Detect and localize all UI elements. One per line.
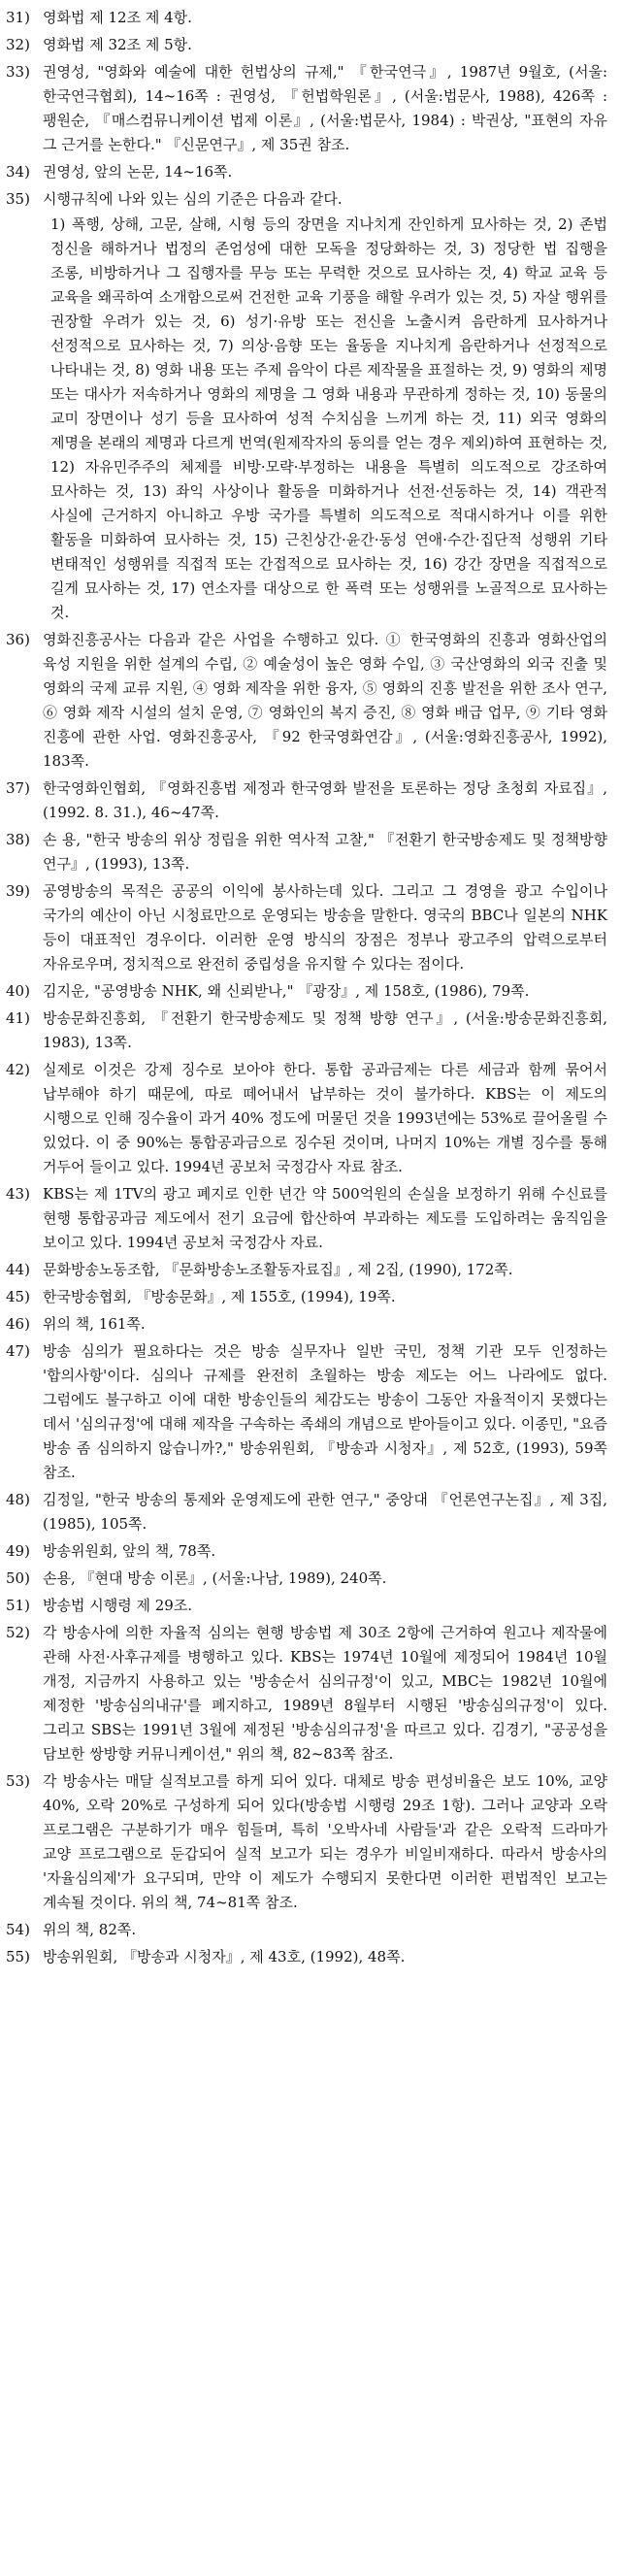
footnote-number: 48) (6, 1491, 30, 1508)
footnote-number: 33) (6, 63, 30, 81)
footnote-number: 51) (6, 1597, 30, 1614)
footnote (6, 628, 607, 774)
footnote-text-block (43, 776, 607, 825)
footnote-number: 49) (6, 1542, 30, 1560)
footnote (6, 1007, 607, 1055)
footnote-text-block (43, 1918, 607, 1942)
footnote-text-block (43, 1258, 607, 1282)
footnote-number: 36) (6, 631, 30, 648)
footnote-text-block (43, 879, 607, 976)
footnote (6, 6, 607, 30)
footnote (6, 1594, 607, 1618)
footnote (6, 979, 607, 1004)
footnote-text-block (43, 60, 607, 157)
footnote-text-block (43, 187, 607, 625)
footnote-text-block (43, 828, 607, 876)
footnote-number: 50) (6, 1569, 30, 1587)
footnote-number: 53) (6, 1772, 30, 1790)
footnote-number: 35) (6, 190, 30, 208)
footnote (6, 1182, 607, 1255)
footnote-text: 방송법 시행령 제 29조. (43, 1597, 193, 1614)
footnote-number: 46) (6, 1315, 30, 1333)
footnote-number: 55) (6, 1948, 30, 1965)
footnote (6, 1488, 607, 1536)
footnote-text-block (43, 1007, 607, 1055)
footnote-text-block (43, 628, 607, 774)
footnote-text: 영화진흥공사는 다음과 같은 사업을 수행하고 있다. ① 한국영화의 진흥과 영화산업의 육성 지원을 위한 설계의 수립, ② 예술성이 높은 영화 수입, ③ 국산영화의 외국 진출 및 영화의 국제 교류 지원, ④ 영화 제작을 위한 융자, ⑤ 영화의 진흥 발전을 위한 조사 연구, ⑥ 영화 제작 시설의 설치 운영, ⑦ 영화인의 복지 증진, ⑧ 영화 배급 업무, ⑨ 기타 영화 진흥에 관한 사업. 영화진흥공사, 『92 한국영화연감』, (서울:영화진흥공사, 1992), 183쪽. (43, 631, 607, 770)
footnote (6, 1258, 607, 1282)
footnote-number: 37) (6, 779, 30, 797)
footnote-number: 41) (6, 1009, 30, 1027)
footnote-text-block (43, 1339, 607, 1485)
footnote-text: 손 용, "한국 방송의 위상 정립을 위한 역사적 고찰," 『전환기 한국방송제도 및 정책방향 연구』, (1993), 13쪽. (43, 831, 607, 873)
footnote (6, 1918, 607, 1942)
footnote-text: 손용, 『현대 방송 이론』, (서울:나남, 1989), 240쪽. (43, 1569, 387, 1587)
footnote-text: 문화방송노동조합, 『문화방송노조활동자료집』, 제 2집, (1990), 172쪽. (43, 1261, 513, 1278)
footnote (6, 1769, 607, 1915)
footnote-text: 한국영화인협회, 『영화진흥법 제정과 한국영화 발전을 토론하는 정당 초청회 자료집』, (1992. 8. 31.), 46~47쪽. (43, 779, 607, 821)
footnote-text-block (43, 1567, 607, 1591)
footnote-text: 영화법 제 12조 제 4항. (43, 9, 192, 26)
footnote-text: 위의 책, 82쪽. (43, 1921, 137, 1938)
footnote-text-block (43, 1539, 607, 1564)
footnote-text-block (43, 33, 607, 57)
footnote-text: 권영성, "영화와 예술에 대한 헌법상의 규제," 『한국연극』, 1987년 9월호, (서울:한국연극협회), 14~16쪽 : 권영성, 『헌법학원론』, (서울:법문사, 1988), 426쪽 : 팽원순, 『매스컴뮤니케이션 법제 이론』, (서울:법문사, 1984) : 박권상, "표현의 자유 그 근거를 논한다." 『신문연구』, 제 35권 참조. (43, 63, 607, 153)
footnote-number: 44) (6, 1261, 30, 1278)
footnote (6, 187, 607, 625)
footnote-text: 김지운, "공영방송 NHK, 왜 신뢰받나," 『광장』, 제 158호, (1986), 79쪽. (43, 982, 530, 1000)
footnote-text: 방송문화진흥회, 『전환기 한국방송제도 및 정책 방향 연구』, (서울:방송문화진흥회, 1983), 13쪽. (43, 1009, 607, 1051)
footnote-text-block (43, 1594, 607, 1618)
footnote (6, 160, 607, 184)
footnote (6, 33, 607, 57)
footnote-text-block (43, 1945, 607, 1969)
footnote-text: 방송 심의가 필요하다는 것은 방송 실무자나 일반 국민, 정책 기관 모두 인정하는 '합의사항'이다. 심의나 규제를 완전히 초월하는 방송 제도는 어느 나라에도 없다. 그럼에도 불구하고 이에 대한 방송인들의 체감도는 방송이 그동안 자율적이지 못했다는 데서 '심의규정'에 대해 제작을 구속하는 족쇄의 개념으로 받아들이고 있다. 이종민, "요즘 방송 좀 심의하지 않습니까?," 방송위원회, 『방송과 시청자』, 제 52호, (1993), 59쪽 참조. (43, 1342, 607, 1481)
footnote (6, 776, 607, 825)
footnote-text-block (43, 1058, 607, 1179)
footnote-text-block (43, 1312, 607, 1337)
footnote-number: 31) (6, 9, 30, 26)
footnote-text-block (43, 160, 607, 184)
footnote (6, 1312, 607, 1337)
footnote-text-block (43, 1621, 607, 1767)
criteria-list (43, 213, 607, 625)
footnote (6, 1945, 607, 1969)
footnote (6, 828, 607, 876)
criteria-item: 1) 폭행, 상해, 고문, 살해, 시형 등의 장면을 지나치게 잔인하게 묘사하는 것, 2) 존법 정신을 해하거나 법정의 존엄성에 대한 모독을 정당화하는 것, 3) 정당한 법 집행을 조롱, 비방하거나 그 집행자를 무능 또는 무력한 것으로 묘사하는 것, 4) 학교 교육 등 교육을 왜곡하여 소개함으로써 건전한 교육 기풍을 해할 우려가 있는 것, 5) 자살 행위를 권장할 우려가 있는 것, 6) 성기·유방 또는 전신을 노출시켜 음란하게 묘사하거나 선정적으로 묘사하는 것, 7) 의상·음향 또는 율동을 지나치게 음란하거나 선정적으로 나타내는 것, 8) 영화 내용 또는 주제 음악이 다른 제작물을 표절하는 것, 9) 영화의 제명 또는 대사가 저속하거나 영화의 제명을 그 영화 내용과 무관하게 정하는 것, 10) 동물의 교미 장면이나 성기 등을 묘사하여 성적 수치심을 느끼게 하는 것, 11) 외국 영화의 제명을 본래의 제명과 다르게 번역(원제작자의 동의를 얻는 경우 제외)하여 표현하는 것, 12) 자유민주주의 체제를 비방·모략·부정하는 내용을 특별히 의도적으로 강조하여 묘사하는 것, 13) 좌익 사상이나 활동을 미화하거나 선전·선동하는 것, 14) 객관적 사실에 근거하지 아니하고 우방 국가를 특별히 의도적으로 적대시하거나 이를 위한 활동을 미화하여 묘사하는 것, 15) 근친상간·윤간·동성 연애·수간·집단적 성행위 기타 변태적인 성행위를 직접적 또는 간접적으로 묘사하는 것, 16) 강간 장면을 직접적으로 길게 묘사하는 것, 17) 연소자를 대상으로 한 폭력 또는 성행위를 노골적으로 묘사하는 것. (50, 215, 607, 621)
footnote-number: 45) (6, 1288, 30, 1305)
footnote-text: 위의 책, 161쪽. (43, 1315, 146, 1333)
footnote-text-block (43, 979, 607, 1004)
footnote-text-block (43, 1769, 607, 1915)
footnote-text: 권영성, 앞의 논문, 14~16쪽. (43, 163, 233, 181)
footnote-number: 38) (6, 831, 30, 848)
footnote-text: 실제로 이것은 강제 징수로 보아야 한다. 통합 공과금제는 다른 세금과 함께 묶어서 납부해야 하기 때문에, 따로 떼어내서 납부하는 것이 불가하다. KBS는 이 제도의 시행으로 인해 징수율이 과거 40% 정도에 머물던 것을 1993년에는 53%로 끌어올릴 수 있었다. 이 중 90%는 통합공과금으로 징수된 것이며, 나머지 10%는 개별 징수를 통해 거두어 들이고 있다. 1994년 공보처 국정감사 자료 참조. (43, 1061, 607, 1175)
footnote-text: 김정일, "한국 방송의 통제와 운영제도에 관한 연구," 중앙대 『언론연구논집』, 제 3집, (1985), 105쪽. (43, 1491, 607, 1533)
footnote (6, 1058, 607, 1179)
footnote-number: 42) (6, 1061, 30, 1078)
footnote-number: 34) (6, 163, 30, 181)
footnote-text: 방송위원회, 앞의 책, 78쪽. (43, 1542, 216, 1560)
footnote-number: 52) (6, 1624, 30, 1641)
footnote (6, 60, 607, 157)
footnote-number: 47) (6, 1342, 30, 1360)
footnote-number: 43) (6, 1185, 30, 1203)
footnote-text: 각 방송사에 의한 자율적 심의는 현행 방송법 제 30조 2항에 근거하여 원고나 제작물에 관해 사전·사후규제를 병행하고 있다. KBS는 1974년 10월에 제정되어 1984년 10월 개정, 지금까지 사용하고 있는 '방송순서 심의규정'이 있고, MBC는 1982년 10월에 제정한 '방송심의내규'를 폐지하고, 1989년 8월부터 시행된 '방송심의규정'이 있다. 그리고 SBS는 1991년 3월에 제정된 '방송심의규정'을 따르고 있다. 김경기, "공공성을 담보한 쌍방향 커뮤니케이션," 위의 책, 82~83쪽 참조. (43, 1624, 607, 1763)
footnote (6, 1621, 607, 1767)
footnote-number: 40) (6, 982, 30, 1000)
footnote-text: 영화법 제 32조 제 5항. (43, 36, 192, 53)
footnote-text: 공영방송의 목적은 공공의 이익에 봉사하는데 있다. 그리고 그 경영을 광고 수입이나 국가의 예산이 아닌 시청료만으로 운영되는 방송을 말한다. 영국의 BBC나 일본의 NHK 등이 대표적인 경우이다. 이러한 운영 방식의 장점은 정부나 광고주의 압력으로부터 자유로우며, 정치적으로 완전히 중립성을 유지할 수 있다는 점이다. (43, 882, 607, 973)
footnote-text: 시행규칙에 나와 있는 심의 기준은 다음과 같다. (43, 190, 343, 208)
footnote-text-block (43, 1182, 607, 1255)
footnote-text-block (43, 6, 607, 30)
footnote-number: 54) (6, 1921, 30, 1938)
footnote-text: 각 방송사는 매달 실적보고를 하게 되어 있다. 대체로 방송 편성비율은 보도 10%, 교양 40%, 오락 20%로 구성하게 되어 있다(방송법 시행령 29조 1항). 그러나 교양과 오락 프로그램은 구분하기가 매우 힘들며, 특히 '오박사네 사람들'과 같은 오락적 드라마가 교양 프로그램으로 둔갑되어 실적 보고가 되는 경우가 비일비재하다. 따라서 방송사의 '자율심의제'가 요구되며, 만약 이 제도가 수행되지 못한다면 이러한 편법적인 보고는 계속될 것이다. 위의 책, 74~81쪽 참조. (43, 1772, 607, 1911)
footnote-text: 한국방송협회, 『방송문화』, 제 155호, (1994), 19쪽. (43, 1288, 396, 1305)
footnote-text: KBS는 제 1TV의 광고 폐지로 인한 년간 약 500억원의 손실을 보정하기 위해 수신료를 현행 통합공과금 제도에서 전기 요금에 합산하여 부과하는 제도를 도입하려는 움직임을 보이고 있다. 1994년 공보처 국정감사 자료. (43, 1185, 607, 1251)
footnote (6, 1567, 607, 1591)
footnote (6, 1339, 607, 1485)
footnote-text-block (43, 1488, 607, 1536)
footnote-number: 32) (6, 36, 30, 53)
footnote-list (6, 6, 607, 1969)
footnote-number: 39) (6, 882, 30, 900)
footnote (6, 1285, 607, 1309)
footnote (6, 1539, 607, 1564)
footnote-text-block (43, 1285, 607, 1309)
footnote (6, 879, 607, 976)
footnote-text: 방송위원회, 『방송과 시청자』, 제 43호, (1992), 48쪽. (43, 1948, 406, 1965)
